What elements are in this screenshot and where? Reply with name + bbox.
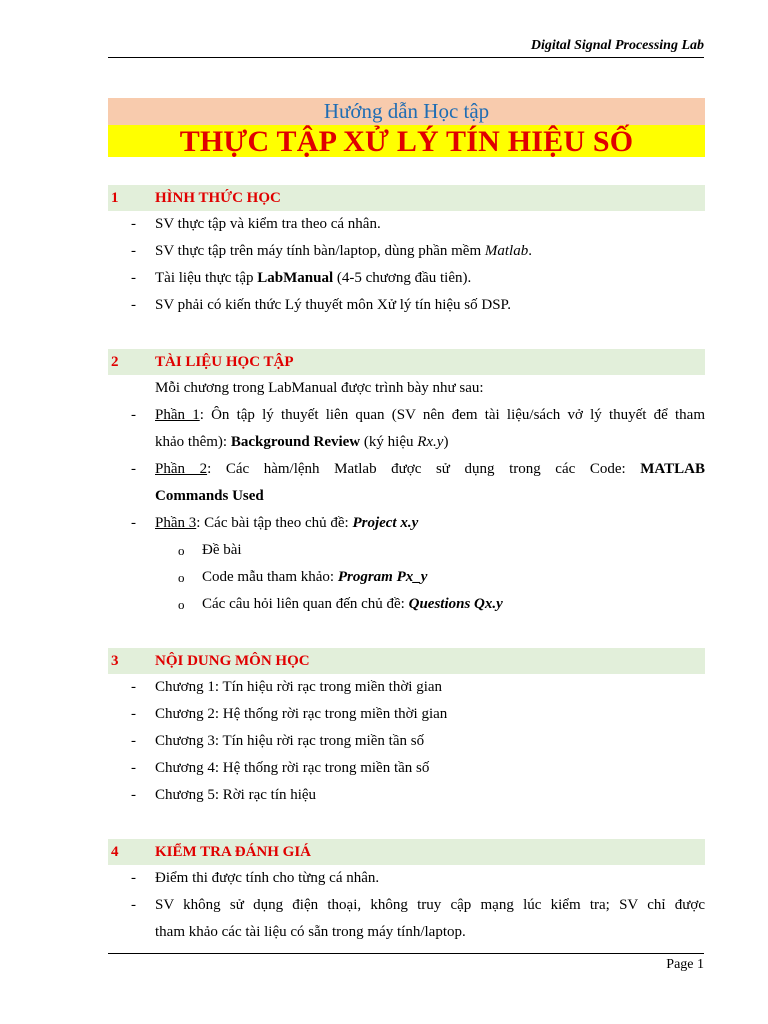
section-heading xyxy=(108,349,705,375)
title-block xyxy=(108,98,705,157)
sub-list-item xyxy=(108,564,705,591)
section-number: 1 xyxy=(111,190,119,206)
dash-bullet: - xyxy=(131,243,136,259)
item-text: Tài liệu thực tập LabManual (4-5 chương đầu tiên). xyxy=(155,270,472,286)
item-text: Phần 2: Các hàm/lệnh Matlab được sử dụng trong các Code: MATLAB xyxy=(155,461,705,477)
section-number: 2 xyxy=(111,354,119,370)
dash-bullet: - xyxy=(131,706,136,722)
item-text: Phần 3: Các bài tập theo chủ đề: Project x.y xyxy=(155,515,419,531)
item-text: SV thực tập trên máy tính bàn/laptop, dùng phần mềm Matlab. xyxy=(155,243,532,259)
sub-list-item xyxy=(108,591,705,618)
item-text: Chương 4: Hệ thống rời rạc trong miền tần số xyxy=(155,760,430,776)
list-item xyxy=(108,456,705,483)
list-item xyxy=(108,292,705,319)
item-text: SV thực tập và kiểm tra theo cá nhân. xyxy=(155,216,381,232)
item-text: Chương 5: Rời rạc tín hiệu xyxy=(155,787,317,803)
item-text: Chương 2: Hệ thống rời rạc trong miền thời gian xyxy=(155,706,448,722)
section-title: TÀI LIỆU HỌC TẬP xyxy=(155,354,294,370)
circle-bullet: o xyxy=(178,570,185,585)
list-item xyxy=(108,782,705,809)
list-item xyxy=(108,211,705,238)
dash-bullet: - xyxy=(131,870,136,886)
footer-rule xyxy=(108,953,704,954)
circle-bullet: o xyxy=(178,597,185,612)
section-title: NỘI DUNG MÔN HỌC xyxy=(155,653,310,669)
section-number: 3 xyxy=(111,653,119,669)
list-item xyxy=(108,892,705,919)
list-item xyxy=(108,510,705,537)
list-item-continued xyxy=(108,483,705,510)
page-header: Digital Signal Processing Lab xyxy=(530,38,704,53)
item-text: SV phải có kiến thức Lý thuyết môn Xử lý tín hiệu số DSP. xyxy=(155,297,511,313)
dash-bullet: - xyxy=(131,407,136,423)
dash-bullet: - xyxy=(131,461,136,477)
list-item xyxy=(108,728,705,755)
item-text: SV không sử dụng điện thoại, không truy cập mạng lúc kiểm tra; SV chỉ được xyxy=(155,897,705,913)
list-item xyxy=(108,701,705,728)
labmanual-term: LabManual xyxy=(257,270,334,286)
item-text: Điểm thi được tính cho từng cá nhân. xyxy=(155,870,380,886)
item-text: Chương 3: Tín hiệu rời rạc trong miền tần số xyxy=(155,733,425,749)
sub-item-text: Đề bài xyxy=(202,542,242,558)
sub-item-text: Code mẫu tham khảo: Program Px_y xyxy=(202,569,428,585)
sub-list-item xyxy=(108,537,705,564)
section-title: HÌNH THỨC HỌC xyxy=(155,190,281,206)
dash-bullet: - xyxy=(131,760,136,776)
sub-item-text: Các câu hỏi liên quan đến chủ đề: Questions Qx.y xyxy=(202,596,503,612)
list-item xyxy=(108,238,705,265)
matlab-term: Matlab xyxy=(484,243,529,259)
dash-bullet: - xyxy=(131,216,136,232)
dash-bullet: - xyxy=(131,515,136,531)
item-text: Chương 1: Tín hiệu rời rạc trong miền thời gian xyxy=(155,679,443,695)
item-text: tham khảo các tài liệu có sẵn trong máy tính/laptop. xyxy=(155,924,466,940)
page-number: Page 1 xyxy=(666,957,704,972)
dash-bullet: - xyxy=(131,733,136,749)
list-item xyxy=(108,865,705,892)
doc-title: THỰC TẬP XỬ LÝ TÍN HIỆU SỐ xyxy=(108,125,705,157)
section-2 xyxy=(108,349,705,618)
item-text: Phần 1: Ôn tập lý thuyết liên quan (SV nên đem tài liệu/sách vở lý thuyết để tham xyxy=(155,407,705,423)
section-intro: Mỗi chương trong LabManual được trình bày như sau: xyxy=(155,380,484,396)
section-number: 4 xyxy=(111,844,119,860)
dash-bullet: - xyxy=(131,897,136,913)
section-heading xyxy=(108,648,705,674)
circle-bullet: o xyxy=(178,543,185,558)
list-item-continued xyxy=(108,429,705,456)
section-heading xyxy=(108,185,705,211)
doc-subtitle: Hướng dẫn Học tập xyxy=(108,98,705,125)
list-item xyxy=(108,755,705,782)
section-heading xyxy=(108,839,705,865)
dash-bullet: - xyxy=(131,787,136,803)
item-text: khảo thêm): Background Review (ký hiệu Rx.y) xyxy=(155,434,449,450)
header-rule xyxy=(108,57,704,58)
dash-bullet: - xyxy=(131,297,136,313)
section-title: KIỂM TRA ĐÁNH GIÁ xyxy=(155,844,311,860)
section-4 xyxy=(108,839,705,946)
list-item-continued xyxy=(108,919,705,946)
section-1 xyxy=(108,185,705,319)
dash-bullet: - xyxy=(131,679,136,695)
list-item xyxy=(108,674,705,701)
list-item xyxy=(108,265,705,292)
item-text: Commands Used xyxy=(155,488,264,504)
section-3 xyxy=(108,648,705,809)
dash-bullet: - xyxy=(131,270,136,286)
list-item xyxy=(108,402,705,429)
